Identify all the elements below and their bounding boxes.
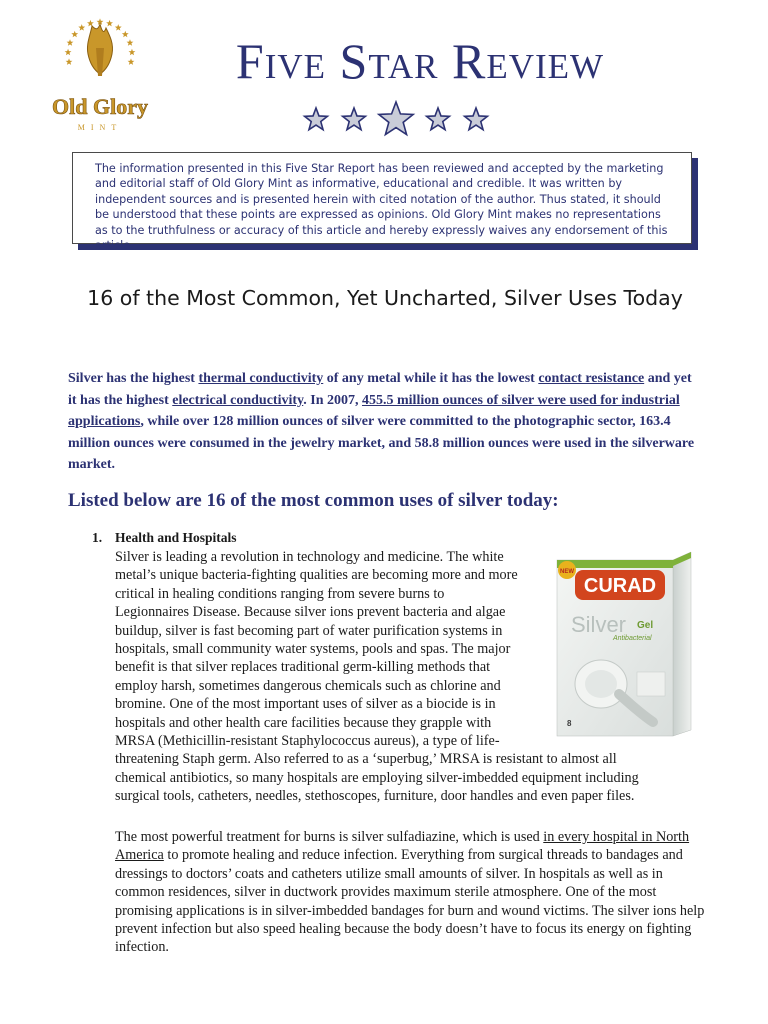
contact-resistance-link[interactable]: contact resistance — [538, 371, 645, 386]
intro-paragraph — [68, 368, 698, 476]
industrial-applications-link[interactable]: 455.5 million ounces of silver were used for industrial applications — [68, 392, 680, 430]
product-line-text: Silver — [571, 612, 627, 637]
electrical-conductivity-link[interactable]: electrical conductivity — [172, 392, 304, 408]
paragraph-line: metal’s unique bacteria-fighting qualities are becoming more and more — [115, 567, 518, 584]
intro-text: and yet it has the highest — [68, 371, 692, 408]
list-heading: Listed below are 16 of the most common uses of silver today: — [68, 490, 559, 511]
logo-subtext: MINT — [77, 123, 123, 132]
intro-text: , while over 128 million ounces of silver were committed to the photographic sector, 163.4 million ounces were consumed in the jewelry market, and 58.8 million ounces were used in the silverware market. — [68, 414, 695, 473]
intro-text: Silver has the highest — [68, 371, 199, 386]
logo-star-icon — [65, 49, 72, 56]
logo-star-icon — [66, 58, 73, 65]
star-icon — [379, 102, 413, 135]
logo-star-icon — [78, 24, 85, 31]
thermal-conductivity-link[interactable]: thermal conductivity — [198, 371, 324, 386]
logo-star-icon — [106, 20, 113, 27]
logo-star-icon — [67, 39, 74, 46]
paragraph-line: Silver is leading a revolution in technology and medicine. The white — [115, 549, 504, 565]
logo-star-icon — [122, 31, 129, 38]
curad-silver-gel-product-image — [553, 544, 699, 738]
paragraph-line: employ harsh, sometimes dangerous chemicals such as chlorine and — [115, 677, 501, 694]
list-item-heading: Health and Hospitals — [115, 530, 237, 545]
product-tag-text: Antibacterial — [613, 635, 652, 642]
logo-star-icon — [87, 20, 94, 27]
old-glory-mint-logo — [46, 14, 154, 138]
star-icon — [305, 108, 328, 130]
list-item-number: 1. — [92, 530, 103, 545]
logo-star-icon — [129, 49, 136, 56]
star-icon — [465, 108, 488, 130]
logo-star-icon — [128, 58, 135, 65]
star-icon — [427, 108, 450, 130]
article-title: 16 of the Most Common, Yet Uncharted, Silver Uses Today — [87, 286, 683, 310]
paragraph-line: bromine. One of the most important uses of silver as a biocide is in — [115, 696, 496, 713]
logo-star-icon — [115, 24, 122, 31]
paragraph-line: surgical tools, catheters, needles, stethoscopes, furniture, door handles and even paper files. — [115, 788, 635, 805]
new-badge-text: NEW — [560, 569, 574, 575]
every-hospital-link[interactable]: in every hospital in North America — [115, 829, 690, 864]
paragraph-line: hospitals and other health care facilities because they grapple with — [115, 714, 492, 731]
intro-text: . In 2007, — [303, 392, 362, 408]
paragraph-text: to promote healing and reduce infection. Everything from surgical threads to bandages and dressings to doctors’ coats and catheters utilize small amounts of silver. In hospitals as well as in common residences, silver in ductwork provides maximum sterile atmosphere. One of the most promising applications is in silver-imbedded bandages for burn and wound victims. The silver ions help prevent infection but also speed healing because the body doesn’t have to focus its energy on fighting infection. — [115, 847, 705, 956]
paragraph-line: hospitals, small community water systems, pools and spas. The major — [115, 641, 511, 658]
paragraph-line: Legionnaires Disease. Because silver ions prevent bacteria and algae — [115, 604, 506, 621]
disclaimer-text: The information presented in this Five Star Report has been reviewed and accepted by the marketing and editorial staff of Old Glory Mint as informative, educational and credible. It was written by independent sources and is presented herein with cited notation of the author. Thus stated, it should be understood that these points are expressed as opinions. Old Glory Mint makes no representations as to the truthfulness or accuracy of this article and hereby expressly waives any endorsement of this article. — [95, 162, 668, 253]
paragraph-text: The most powerful treatment for burns is silver sulfadiazine, which is used — [115, 829, 544, 845]
star-icon — [343, 108, 366, 130]
paragraph-line: MRSA (Methicillin-resistant Staphylococcus aureus), a type of life- — [115, 733, 500, 750]
bandage-count-text: 8 — [567, 719, 572, 728]
logo-text: Old Glory — [52, 94, 148, 119]
logo-star-icon — [127, 39, 134, 46]
paragraph-line: buildup, silver is fast becoming part of water purification systems in — [115, 622, 503, 639]
paragraph-line: benefit is that silver replaces traditional germ-killing methods that — [115, 659, 491, 676]
disclaimer-box — [72, 152, 692, 253]
health-paragraph-2 — [115, 828, 705, 957]
publication-title: Five Star Review — [235, 33, 605, 89]
paragraph-line: chemical antibiotics, so many hospitals are employing silver-imbedded equipment including — [115, 769, 639, 786]
curad-brand-text: CURAD — [583, 575, 657, 597]
five-star-rating — [298, 100, 494, 140]
intro-text: of any metal while it has the lowest — [323, 371, 539, 386]
product-sub-text: Gel — [637, 620, 654, 631]
paragraph-line: threatening Staph germ. Also referred to as a ‘superbug,’ MRSA is resistant to almost all — [115, 751, 617, 768]
logo-star-icon — [71, 31, 78, 38]
paragraph-line: critical in healing conditions ranging from severe burns to — [115, 585, 445, 602]
